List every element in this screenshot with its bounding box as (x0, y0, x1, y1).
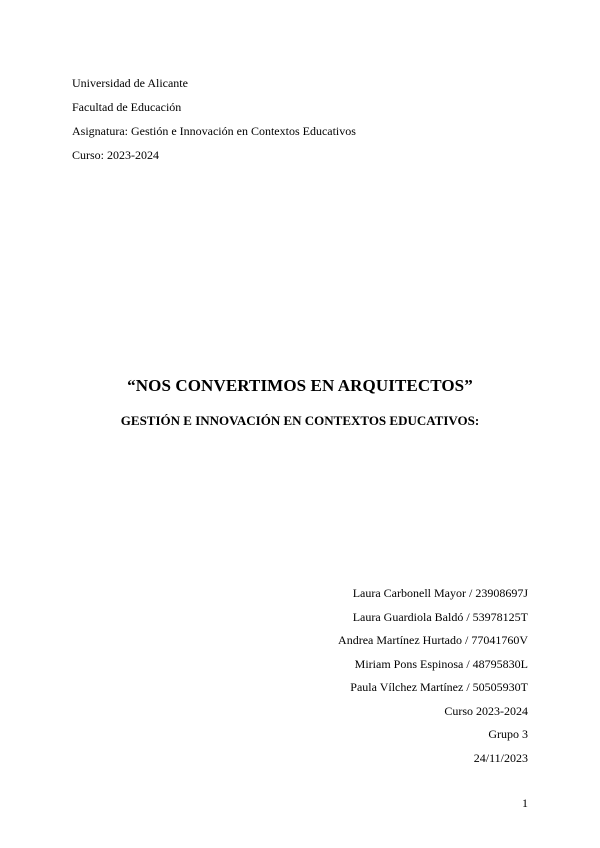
author-line: Paula Vílchez Martínez / 50505930T (350, 680, 528, 694)
university-name: Universidad de Alicante (72, 76, 188, 90)
header-block (72, 71, 528, 167)
document-title: “NOS CONVERTIMOS EN ARQUITECTOS” (127, 376, 473, 395)
group-line: Grupo 3 (488, 727, 528, 741)
document-subtitle: GESTIÓN E INNOVACIÓN EN CONTEXTOS EDUCATIVOS: (120, 413, 480, 428)
date-line: 24/11/2023 (473, 750, 528, 765)
course-line: Curso 2023-2024 (444, 703, 528, 718)
course-year: Curso: 2023-2024 (72, 148, 159, 162)
author-line: Laura Carbonell Mayor / 23908697J (352, 586, 528, 600)
faculty-name: Facultad de Educación (72, 100, 182, 114)
author-line: Miriam Pons Espinosa / 48795830L (354, 656, 528, 671)
authors-block (128, 582, 528, 770)
subject-name: Asignatura: Gestión e Innovación en Contextos Educativos (72, 124, 356, 138)
page-number: 1 (522, 796, 528, 810)
author-line: Laura Guardiola Baldó / 53978125T (352, 609, 528, 624)
author-line: Andrea Martínez Hurtado / 77041760V (338, 633, 528, 647)
